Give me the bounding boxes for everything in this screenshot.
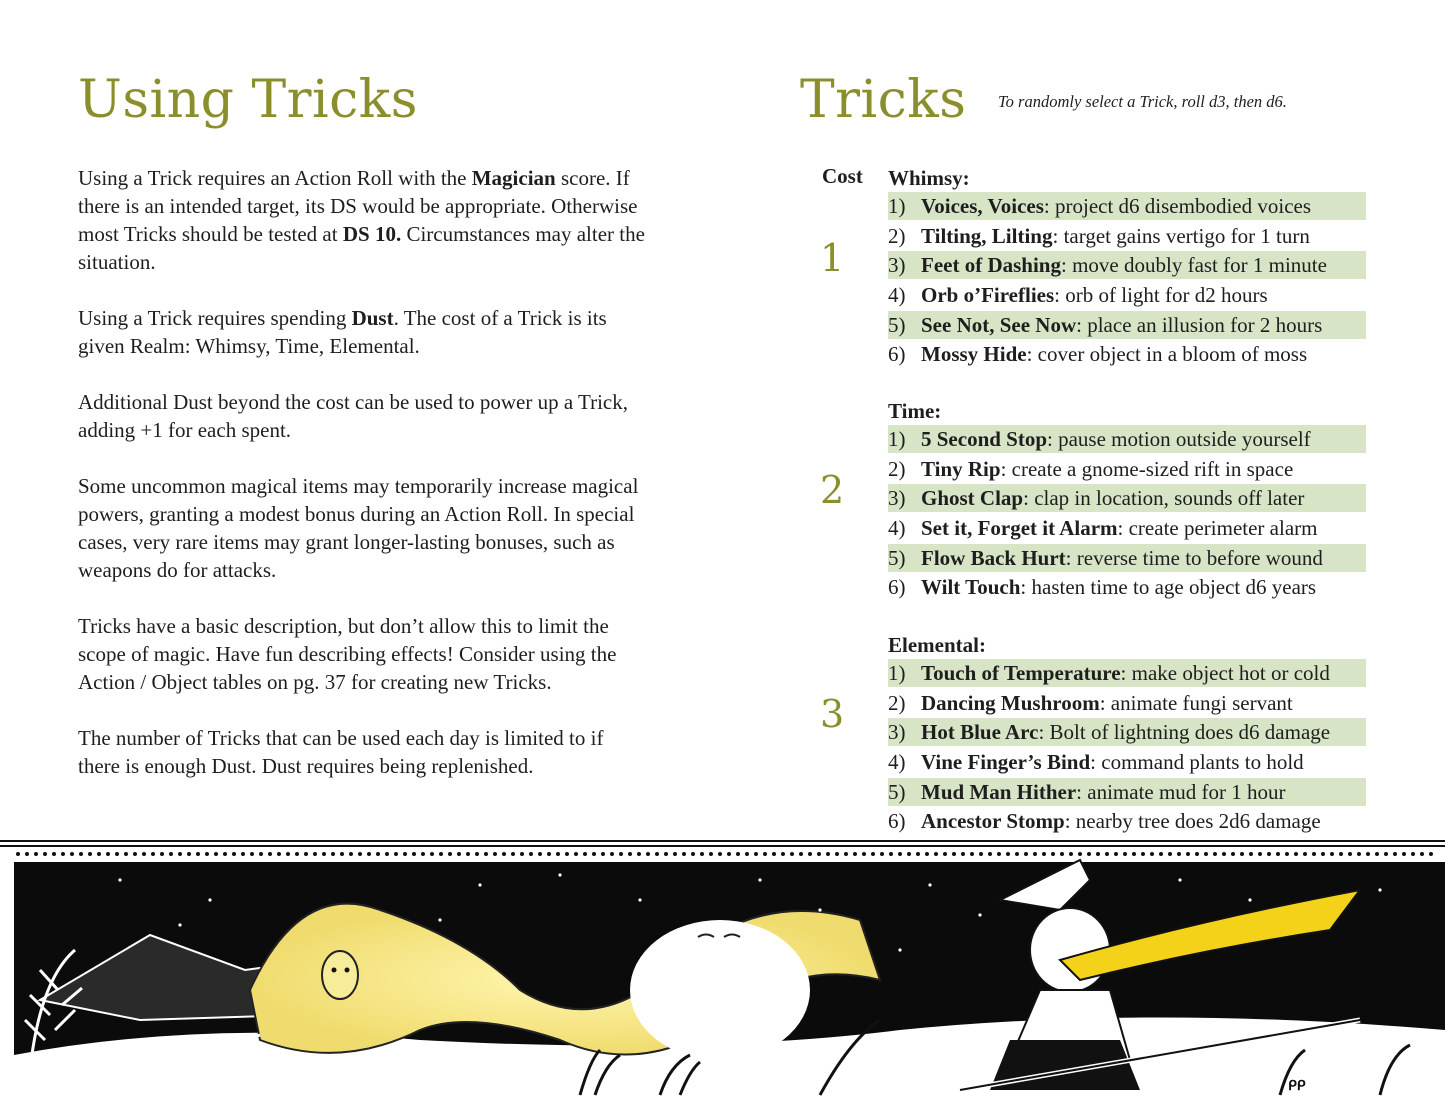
bold-term: Dust xyxy=(351,306,394,330)
star xyxy=(818,908,821,911)
trick-description: : target gains vertigo for 1 turn xyxy=(1052,223,1310,248)
star xyxy=(928,883,931,886)
moon-glow xyxy=(630,920,810,1060)
border-dot xyxy=(1330,852,1334,856)
border-dot xyxy=(205,852,209,856)
trick-number: 3) xyxy=(888,253,906,278)
border-dot xyxy=(664,852,668,856)
paragraph xyxy=(78,388,648,444)
trick-number: 4) xyxy=(888,750,906,775)
trick-description: : animate fungi servant xyxy=(1099,690,1293,715)
text-run: The number of Tricks that can be used each day is limited to if there is enough Dust. Dust requires being replenished. xyxy=(78,726,604,778)
border-dot xyxy=(610,852,614,856)
border-dot xyxy=(61,852,65,856)
border-dot xyxy=(835,852,839,856)
star xyxy=(638,898,641,901)
border-dot xyxy=(862,852,866,856)
border-dot xyxy=(1105,852,1109,856)
border-dot xyxy=(538,852,542,856)
border-dot xyxy=(1357,852,1361,856)
border-dot xyxy=(1186,852,1190,856)
text-run: Using a Trick requires spending xyxy=(78,306,352,330)
border-dot xyxy=(1240,852,1244,856)
border-dot xyxy=(16,852,20,856)
trick-row xyxy=(888,514,1366,542)
border-dot xyxy=(286,852,290,856)
trick-row xyxy=(888,311,1366,339)
border-dot xyxy=(214,852,218,856)
star xyxy=(438,918,441,921)
border-dot xyxy=(1159,852,1163,856)
category-elemental xyxy=(888,631,1368,837)
border-dot xyxy=(889,852,893,856)
border-dot xyxy=(1267,852,1271,856)
border-dot xyxy=(601,852,605,856)
border-dot xyxy=(646,852,650,856)
trick-name: 5 Second Stop xyxy=(921,427,1048,451)
star xyxy=(758,878,761,881)
star xyxy=(558,873,561,876)
trick-number: 6) xyxy=(888,342,906,367)
trick-row xyxy=(888,425,1366,453)
border-dot xyxy=(916,852,920,856)
star xyxy=(118,878,121,881)
border-dot xyxy=(583,852,587,856)
border-dot xyxy=(673,852,677,856)
border-dot xyxy=(709,852,713,856)
trick-number: 4) xyxy=(888,283,906,308)
border-dot xyxy=(565,852,569,856)
border-dot xyxy=(1042,852,1046,856)
border-dot xyxy=(853,852,857,856)
trick-name: Tilting, Lilting xyxy=(921,223,1053,248)
border-dot xyxy=(556,852,560,856)
border-dot xyxy=(1006,852,1010,856)
border-dot xyxy=(1087,852,1091,856)
border-dot xyxy=(1366,852,1370,856)
category-time xyxy=(888,397,1368,603)
border-dot xyxy=(232,852,236,856)
trick-row xyxy=(888,807,1366,835)
border-dot xyxy=(520,852,524,856)
border-dot xyxy=(817,852,821,856)
trick-number: 2) xyxy=(888,690,906,715)
trick-row xyxy=(888,340,1366,368)
border-dot xyxy=(952,852,956,856)
trick-number: 5) xyxy=(888,545,906,570)
border-dot xyxy=(1321,852,1325,856)
border-dot xyxy=(1402,852,1406,856)
border-dot xyxy=(79,852,83,856)
dotted-border xyxy=(16,852,1433,856)
trick-row xyxy=(888,573,1366,601)
spirit-face xyxy=(322,951,358,999)
trick-description: : make object hot or cold xyxy=(1120,661,1330,685)
border-dot xyxy=(547,852,551,856)
border-dot xyxy=(502,852,506,856)
border-dot xyxy=(25,852,29,856)
border-dot xyxy=(268,852,272,856)
trick-number: 6) xyxy=(888,575,906,600)
border-dot xyxy=(1024,852,1028,856)
trick-row xyxy=(888,778,1366,806)
trick-row xyxy=(888,455,1366,483)
trick-description: : place an illusion for 2 hours xyxy=(1076,312,1323,337)
border-dot xyxy=(1429,852,1433,856)
border-dot xyxy=(403,852,407,856)
border-dot xyxy=(1294,852,1298,856)
border-dot xyxy=(511,852,515,856)
star xyxy=(898,948,901,951)
border-dot xyxy=(1132,852,1136,856)
border-dot xyxy=(592,852,596,856)
border-dot xyxy=(439,852,443,856)
trick-name: Touch of Temperature xyxy=(921,661,1121,685)
border-dot xyxy=(160,852,164,856)
trick-number: 3) xyxy=(888,486,906,511)
text-run: Tricks have a basic description, but don’t allow this to limit the scope of magic. Have fun describing effects! Consider using the Action / Object tables on pg. 37 for creating new Tricks. xyxy=(78,614,617,694)
trick-description: : Bolt of lightning does d6 damage xyxy=(1038,720,1331,745)
border-dot xyxy=(1078,852,1082,856)
trick-number: 2) xyxy=(888,223,906,248)
trick-name: Tiny Rip xyxy=(921,456,1001,481)
border-dot xyxy=(772,852,776,856)
border-dot xyxy=(808,852,812,856)
border-dot xyxy=(1069,852,1073,856)
category-title: Whimsy: xyxy=(888,166,970,190)
border-dot xyxy=(1195,852,1199,856)
trick-number: 5) xyxy=(888,779,906,804)
border-dot xyxy=(223,852,227,856)
border-dot xyxy=(1222,852,1226,856)
paragraph xyxy=(78,304,648,360)
trick-row xyxy=(888,718,1366,746)
cost-value-elemental: 3 xyxy=(820,692,845,736)
trick-name: Vine Finger’s Bind xyxy=(921,750,1091,775)
trick-name: Set it, Forget it Alarm xyxy=(921,516,1118,541)
border-dot xyxy=(763,852,767,856)
border-dot xyxy=(745,852,749,856)
trick-description: : animate mud for 1 hour xyxy=(1076,779,1286,804)
border-dot xyxy=(187,852,191,856)
border-dot xyxy=(457,852,461,856)
border-dot xyxy=(655,852,659,856)
border-dot xyxy=(529,852,533,856)
trick-number: 5) xyxy=(888,312,906,337)
border-dot xyxy=(718,852,722,856)
border-dot xyxy=(898,852,902,856)
border-dot xyxy=(907,852,911,856)
paragraph xyxy=(78,724,648,780)
trick-description: : cover object in a bloom of moss xyxy=(1026,342,1308,367)
trick-description: : clap in location, sounds off later xyxy=(1023,486,1305,511)
artist-mark: ᑭᑭ xyxy=(1288,1077,1306,1093)
border-dot xyxy=(961,852,965,856)
paragraph xyxy=(78,164,648,276)
trick-name: Orb o’Fireflies xyxy=(921,283,1055,308)
night-scene-illustration xyxy=(0,840,1445,1104)
border-dot xyxy=(1375,852,1379,856)
trick-description: : orb of light for d2 hours xyxy=(1054,283,1268,308)
border-dot xyxy=(349,852,353,856)
border-dot xyxy=(1285,852,1289,856)
border-dot xyxy=(241,852,245,856)
border-dot xyxy=(844,852,848,856)
trick-row xyxy=(888,659,1366,687)
roll-instructions: To randomly select a Trick, roll d3, then d6. xyxy=(998,92,1287,111)
cost-value-time: 2 xyxy=(820,468,845,512)
bold-term: DS 10. xyxy=(342,222,402,246)
border-dot xyxy=(322,852,326,856)
border-dot xyxy=(781,852,785,856)
border-dot xyxy=(430,852,434,856)
border-dot xyxy=(934,852,938,856)
border-dot xyxy=(295,852,299,856)
border-dot xyxy=(43,852,47,856)
border-dot xyxy=(151,852,155,856)
trick-description: : create perimeter alarm xyxy=(1117,516,1318,541)
border-dot xyxy=(1141,852,1145,856)
border-dot xyxy=(871,852,875,856)
border-dot xyxy=(277,852,281,856)
left-page xyxy=(78,0,658,830)
border-dot xyxy=(421,852,425,856)
trick-name: Dancing Mushroom xyxy=(921,690,1100,715)
trick-description: : hasten time to age object d6 years xyxy=(1020,575,1317,600)
border-dot xyxy=(484,852,488,856)
border-dot xyxy=(1258,852,1262,856)
border-dot xyxy=(1150,852,1154,856)
trick-row xyxy=(888,689,1366,717)
border-dot xyxy=(106,852,110,856)
right-page xyxy=(800,0,1400,834)
star xyxy=(978,913,981,916)
border-dot xyxy=(691,852,695,856)
border-dot xyxy=(799,852,803,856)
border-dot xyxy=(1339,852,1343,856)
border-dot xyxy=(1015,852,1019,856)
border-dot xyxy=(358,852,362,856)
border-dot xyxy=(1060,852,1064,856)
trick-row xyxy=(888,748,1366,776)
border-dot xyxy=(52,852,56,856)
border-dot xyxy=(250,852,254,856)
border-dot xyxy=(1249,852,1253,856)
illustration-banner xyxy=(0,840,1445,1104)
trick-name: Wilt Touch xyxy=(921,575,1021,600)
border-dot xyxy=(178,852,182,856)
trick-description: : move doubly fast for 1 minute xyxy=(1061,253,1327,278)
trick-description: : create a gnome-sized rift in space xyxy=(1000,456,1294,481)
border-dot xyxy=(970,852,974,856)
trick-name: Mud Man Hither xyxy=(921,779,1077,804)
text-run: Circumstances may alter the situation. xyxy=(78,222,645,274)
text-run: score. If there is an intended target, its DS would be appropriate. Otherwise most Tricks should be tested at xyxy=(78,166,638,246)
text-run: Some uncommon magical items may temporarily increase magical powers, granting a modest bonus during an Action Roll. In special cases, very rare items may grant longer-lasting bonuses, such as weapons do for attacks. xyxy=(78,474,639,582)
border-dot xyxy=(1114,852,1118,856)
border-dot xyxy=(943,852,947,856)
border-dot xyxy=(637,852,641,856)
bold-term: Magician xyxy=(471,166,556,190)
trick-row xyxy=(888,251,1366,279)
border-dot xyxy=(997,852,1001,856)
tricks-title: Tricks xyxy=(800,70,967,130)
text-run: . The cost of a Trick is its given Realm: Whimsy, Time, Elemental. xyxy=(78,306,607,358)
border-dot xyxy=(142,852,146,856)
body-text xyxy=(78,164,648,808)
trick-number: 2) xyxy=(888,456,906,481)
text-run: Using a Trick requires an Action Roll with the xyxy=(78,166,472,190)
trick-description: : command plants to hold xyxy=(1090,750,1304,775)
border-dot xyxy=(313,852,317,856)
border-dot xyxy=(736,852,740,856)
trick-description: : project d6 disembodied voices xyxy=(1043,194,1312,218)
border-dot xyxy=(1213,852,1217,856)
star xyxy=(1178,878,1181,881)
border-dot xyxy=(574,852,578,856)
trick-number: 4) xyxy=(888,516,906,541)
border-dot xyxy=(1303,852,1307,856)
border-dot xyxy=(1096,852,1100,856)
paragraph xyxy=(78,472,648,584)
text-run: Additional Dust beyond the cost can be used to power up a Trick, adding +1 for each spent. xyxy=(78,390,628,442)
border-dot xyxy=(169,852,173,856)
border-dot xyxy=(682,852,686,856)
border-dot xyxy=(196,852,200,856)
cost-header: Cost xyxy=(822,164,863,188)
border-dot xyxy=(88,852,92,856)
trick-row xyxy=(888,222,1366,250)
border-dot xyxy=(1420,852,1424,856)
trick-row xyxy=(888,544,1366,572)
trick-row xyxy=(888,281,1366,309)
border-dot xyxy=(133,852,137,856)
border-dot xyxy=(1168,852,1172,856)
border-dot xyxy=(1033,852,1037,856)
star xyxy=(208,898,211,901)
trick-number: 1) xyxy=(888,194,906,218)
border-dot xyxy=(619,852,623,856)
border-dot xyxy=(1312,852,1316,856)
border-dot xyxy=(367,852,371,856)
border-dot xyxy=(754,852,758,856)
border-dot xyxy=(1177,852,1181,856)
border-dot xyxy=(1051,852,1055,856)
trick-name: Ghost Clap xyxy=(921,486,1024,511)
star xyxy=(1378,888,1381,891)
border-dot xyxy=(340,852,344,856)
border-dot xyxy=(394,852,398,856)
trick-number: 3) xyxy=(888,720,906,745)
border-dot xyxy=(304,852,308,856)
trick-name: Ancestor Stomp xyxy=(921,809,1065,834)
trick-name: Flow Back Hurt xyxy=(921,545,1066,570)
trick-number: 1) xyxy=(888,661,906,685)
border-dot xyxy=(826,852,830,856)
border-dot xyxy=(1411,852,1415,856)
border-dot xyxy=(988,852,992,856)
trick-name: Voices, Voices xyxy=(921,194,1044,218)
border-dot xyxy=(1123,852,1127,856)
star xyxy=(478,883,481,886)
trick-row xyxy=(888,484,1366,512)
border-dot xyxy=(1204,852,1208,856)
border-dot xyxy=(880,852,884,856)
trick-name: Mossy Hide xyxy=(921,342,1027,367)
border-dot xyxy=(790,852,794,856)
trick-name: See Not, See Now xyxy=(921,312,1077,337)
border-dot xyxy=(475,852,479,856)
border-dot xyxy=(376,852,380,856)
border-dot xyxy=(70,852,74,856)
trick-number: 6) xyxy=(888,809,906,834)
border-dot xyxy=(34,852,38,856)
border-dot xyxy=(331,852,335,856)
border-dot xyxy=(1348,852,1352,856)
border-dot xyxy=(493,852,497,856)
category-title: Elemental: xyxy=(888,633,986,657)
border-dot xyxy=(385,852,389,856)
border-dot xyxy=(1231,852,1235,856)
trick-row xyxy=(888,192,1366,220)
border-dot xyxy=(97,852,101,856)
border-dot xyxy=(448,852,452,856)
category-title: Time: xyxy=(888,399,942,423)
page-title: Using Tricks xyxy=(78,70,418,130)
star xyxy=(1248,898,1251,901)
border-dot xyxy=(124,852,128,856)
trick-description: : pause motion outside yourself xyxy=(1047,427,1311,451)
border-dot xyxy=(466,852,470,856)
trick-number: 1) xyxy=(888,427,906,451)
trick-description: : reverse time to before wound xyxy=(1065,545,1323,570)
cost-value-whimsy: 1 xyxy=(820,236,845,280)
category-whimsy xyxy=(888,164,1368,370)
border-dot xyxy=(700,852,704,856)
border-dot xyxy=(115,852,119,856)
border-dot xyxy=(628,852,632,856)
trick-name: Hot Blue Arc xyxy=(921,720,1039,745)
border-dot xyxy=(925,852,929,856)
border-dot xyxy=(979,852,983,856)
star xyxy=(178,923,181,926)
trick-name: Feet of Dashing xyxy=(921,253,1061,278)
border-dot xyxy=(412,852,416,856)
border-dot xyxy=(1384,852,1388,856)
paragraph xyxy=(78,612,648,696)
trick-description: : nearby tree does 2d6 damage xyxy=(1064,809,1321,834)
border-dot xyxy=(259,852,263,856)
border-dot xyxy=(1276,852,1280,856)
border-dot xyxy=(727,852,731,856)
border-dot xyxy=(1393,852,1397,856)
